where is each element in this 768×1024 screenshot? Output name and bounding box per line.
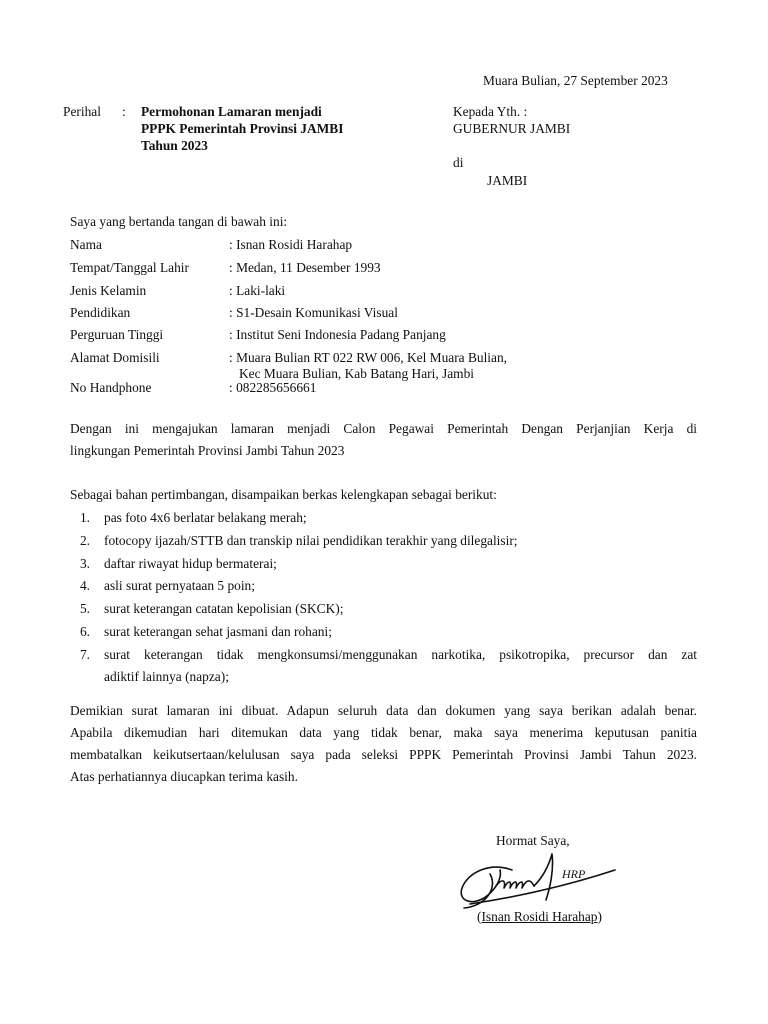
list-item-number: 5. bbox=[79, 601, 90, 616]
signer-open-paren: ( bbox=[477, 909, 482, 924]
application-paragraph bbox=[70, 418, 697, 462]
identity-label-gender: Jenis Kelamin bbox=[70, 283, 147, 298]
closing-line-1: Demikian surat lamaran ini dibuat. Adapun seluruh data dan dokumen yang saya berikan adalah benar. bbox=[70, 703, 697, 718]
identity-label-phone: No Handphone bbox=[70, 380, 152, 395]
list-item: fotocopy ijazah/STTB dan transkip nilai pendidikan terakhir yang dilegalisir; bbox=[104, 533, 518, 548]
closing-line-2: Apabila dikemudian hari ditemukan data yang tidak benar, maka saya menerima keputusan panitia bbox=[70, 725, 697, 740]
identity-label-university: Perguruan Tinggi bbox=[70, 327, 164, 342]
subject-line-3: Tahun 2023 bbox=[141, 138, 208, 153]
signer-name: Isnan Rosidi Harahap bbox=[481, 909, 598, 924]
closing-line-3: membatalkan keikutsertaan/kelulusan saya pada seleksi PPPK Pemerintah Provinsi Jambi Tahun 2023. bbox=[70, 747, 697, 762]
list-item: surat keterangan tidak mengkonsumsi/menggunakan narkotika, psikotropika, precursor dan zat bbox=[104, 647, 697, 662]
closing-greeting: Hormat Saya, bbox=[496, 833, 570, 848]
closing-line-4: Atas perhatiannya diucapkan terima kasih. bbox=[70, 769, 298, 784]
identity-value-university: : Institut Seni Indonesia Padang Panjang bbox=[229, 327, 446, 342]
identity-value-address: : Muara Bulian RT 022 RW 006, Kel Muara Bulian, bbox=[229, 350, 508, 365]
closing-paragraph bbox=[70, 700, 697, 788]
identity-value-gender: : Laki-laki bbox=[229, 283, 286, 298]
recipient-to: Kepada Yth. : bbox=[453, 104, 528, 119]
identity-value-ttl: : Medan, 11 Desember 1993 bbox=[229, 260, 381, 275]
recipient-name: GUBERNUR JAMBI bbox=[453, 121, 571, 136]
identity-label-education: Pendidikan bbox=[70, 305, 131, 320]
list-item-number: 4. bbox=[79, 578, 90, 593]
list-item: daftar riwayat hidup bermaterai; bbox=[104, 556, 277, 571]
list-item-continuation: adiktif lainnya (napza); bbox=[104, 669, 229, 684]
list-item-number: 7. bbox=[79, 647, 90, 662]
application-line-1: Dengan ini mengajukan lamaran menjadi Calon Pegawai Pemerintah Dengan Perjanjian Kerja di bbox=[70, 421, 697, 436]
handwritten-signature bbox=[450, 848, 620, 914]
signer-close-paren: ) bbox=[597, 909, 602, 924]
identity-label-ttl: Tempat/Tanggal Lahir bbox=[70, 260, 189, 275]
subject-label: Perihal bbox=[63, 104, 101, 119]
list-item-number: 3. bbox=[79, 556, 90, 571]
intro-text: Saya yang bertanda tangan di bawah ini: bbox=[70, 214, 288, 229]
list-item: surat keterangan catatan kepolisian (SKCK); bbox=[104, 601, 344, 616]
signature-initials: HRP bbox=[562, 867, 586, 881]
list-item-number: 6. bbox=[79, 624, 90, 639]
attachments-intro: Sebagai bahan pertimbangan, disampaikan berkas kelengkapan sebagai berikut: bbox=[70, 487, 497, 502]
identity-value-nama: : Isnan Rosidi Harahap bbox=[229, 237, 353, 252]
subject-colon: : bbox=[122, 104, 126, 119]
identity-value-address-2: Kec Muara Bulian, Kab Batang Hari, Jambi bbox=[239, 366, 475, 381]
letter-date: Muara Bulian, 27 September 2023 bbox=[483, 73, 668, 88]
recipient-di: di bbox=[453, 155, 464, 170]
application-line-2: lingkungan Pemerintah Provinsi Jambi Tahun 2023 bbox=[70, 443, 345, 458]
list-item-number: 2. bbox=[79, 533, 90, 548]
list-item: pas foto 4x6 berlatar belakang merah; bbox=[104, 510, 307, 525]
list-item: surat keterangan sehat jasmani dan rohani; bbox=[104, 624, 332, 639]
signer-name-line bbox=[477, 909, 602, 925]
subject-line-2: PPPK Pemerintah Provinsi JAMBI bbox=[141, 121, 344, 136]
identity-value-phone: : 082285656661 bbox=[229, 380, 317, 395]
identity-label-nama: Nama bbox=[70, 237, 102, 252]
subject-line-1: Permohonan Lamaran menjadi bbox=[141, 104, 322, 119]
list-item: asli surat pernyataan 5 poin; bbox=[104, 578, 255, 593]
recipient-city: JAMBI bbox=[487, 173, 528, 188]
list-item-number: 1. bbox=[79, 510, 90, 525]
identity-value-education: : S1-Desain Komunikasi Visual bbox=[229, 305, 398, 320]
identity-label-address: Alamat Domisili bbox=[70, 350, 160, 365]
